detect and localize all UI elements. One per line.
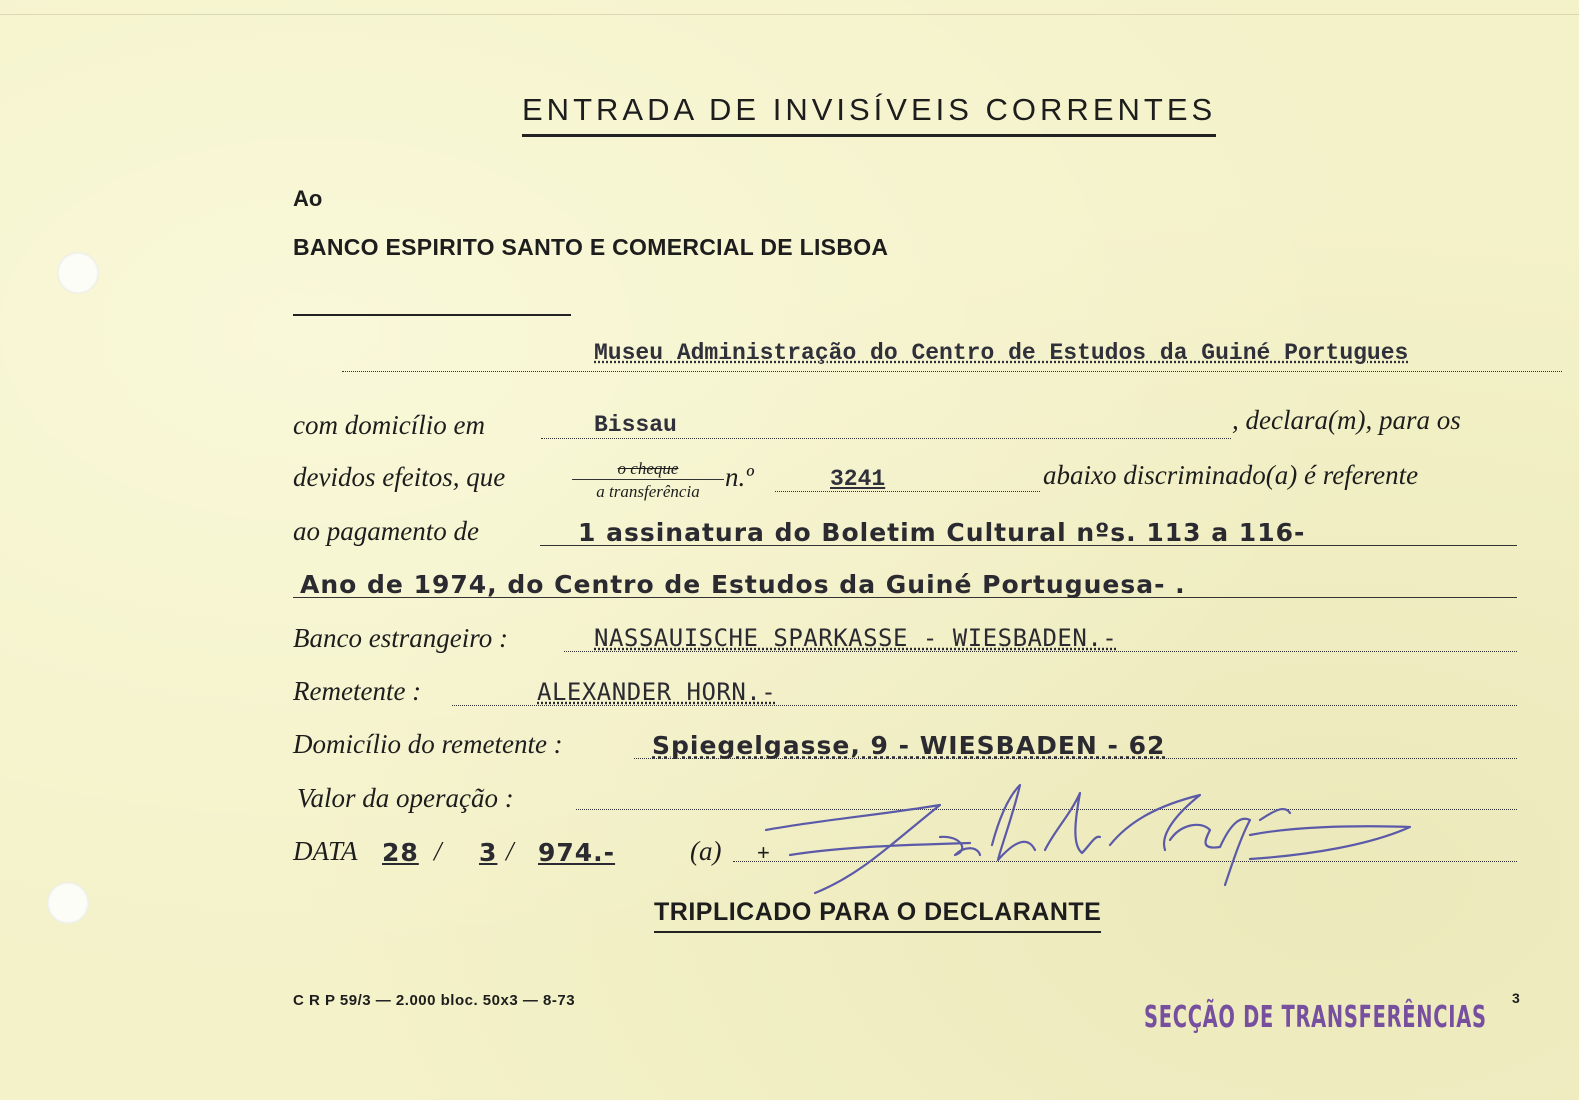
salutation: Ao [293,186,323,211]
bank-name: BANCO ESPIRITO SANTO E COMERCIAL DE LISBOA [293,234,889,260]
remetente-value[interactable]: ALEXANDER HORN.- [537,678,777,706]
pagamento-value-1[interactable]: 1 assinatura do Boletim Cultural nºs. 113 a 116- [578,518,1306,547]
data-label: DATA [293,836,358,866]
data-separator-2: / [506,836,514,866]
banco-value[interactable]: NASSAUISCHE SPARKASSE - WIESBADEN.- [594,624,1118,652]
signature-image [730,775,1430,915]
pagamento-value-2[interactable]: Ano de 1974, do Centro de Estudos da Guiné Portuguesa- . [300,570,1186,599]
numero-label: n.º [725,462,754,492]
numero-value[interactable]: 3241 [830,466,886,492]
print-code: C R P 59/3 — 2.000 bloc. 50x3 — 8-73 [293,992,576,1009]
pagamento-label: ao pagamento de [293,516,479,546]
domicile-value[interactable]: Bissau [594,412,677,438]
data-month[interactable]: 3 [479,838,498,867]
declarant-line [342,370,1562,372]
remetente-label: Remetente : [293,676,422,706]
domicilio-remetente-value[interactable]: Spiegelgasse, 9 - WIESBADEN - 62 [652,731,1166,760]
banco-label: Banco estrangeiro : [293,623,508,653]
data-year[interactable]: 974.- [538,838,616,867]
declarant-value[interactable]: Museu Administração do Centro de Estudos da Guiné Portugues [594,340,1409,366]
data-day[interactable]: 28 [382,838,419,867]
separator-line [293,314,571,316]
declara-text: , declara(m), para os [1232,405,1461,435]
domicile-label: com domicílio em [293,410,485,440]
department-stamp: SECÇÃO DE TRANSFERÊNCIAS [1144,1000,1487,1035]
signature-plus-mark: + [757,840,770,865]
data-separator-1: / [434,836,442,866]
domicilio-remetente-label: Domicílio do remetente : [293,729,563,759]
page-number: 3 [1512,990,1520,1006]
punch-hole-top [57,252,99,294]
assinatura-label: (a) [690,836,722,866]
form-title: ENTRADA DE INVISÍVEIS CORRENTES [522,92,1216,137]
numero-line [775,490,1040,492]
valor-label: Valor da operação : [297,783,514,813]
fraction-top: o cheque [572,459,724,480]
devidos-label: devidos efeitos, que [293,462,506,492]
paper-fold [0,14,1579,15]
abaixo-text: abaixo discriminado(a) é referente [1043,460,1419,490]
punch-hole-bottom [47,882,89,924]
fraction-bottom: a transferência [596,482,700,501]
copy-label: TRIPLICADO PARA O DECLARANTE [654,898,1101,933]
